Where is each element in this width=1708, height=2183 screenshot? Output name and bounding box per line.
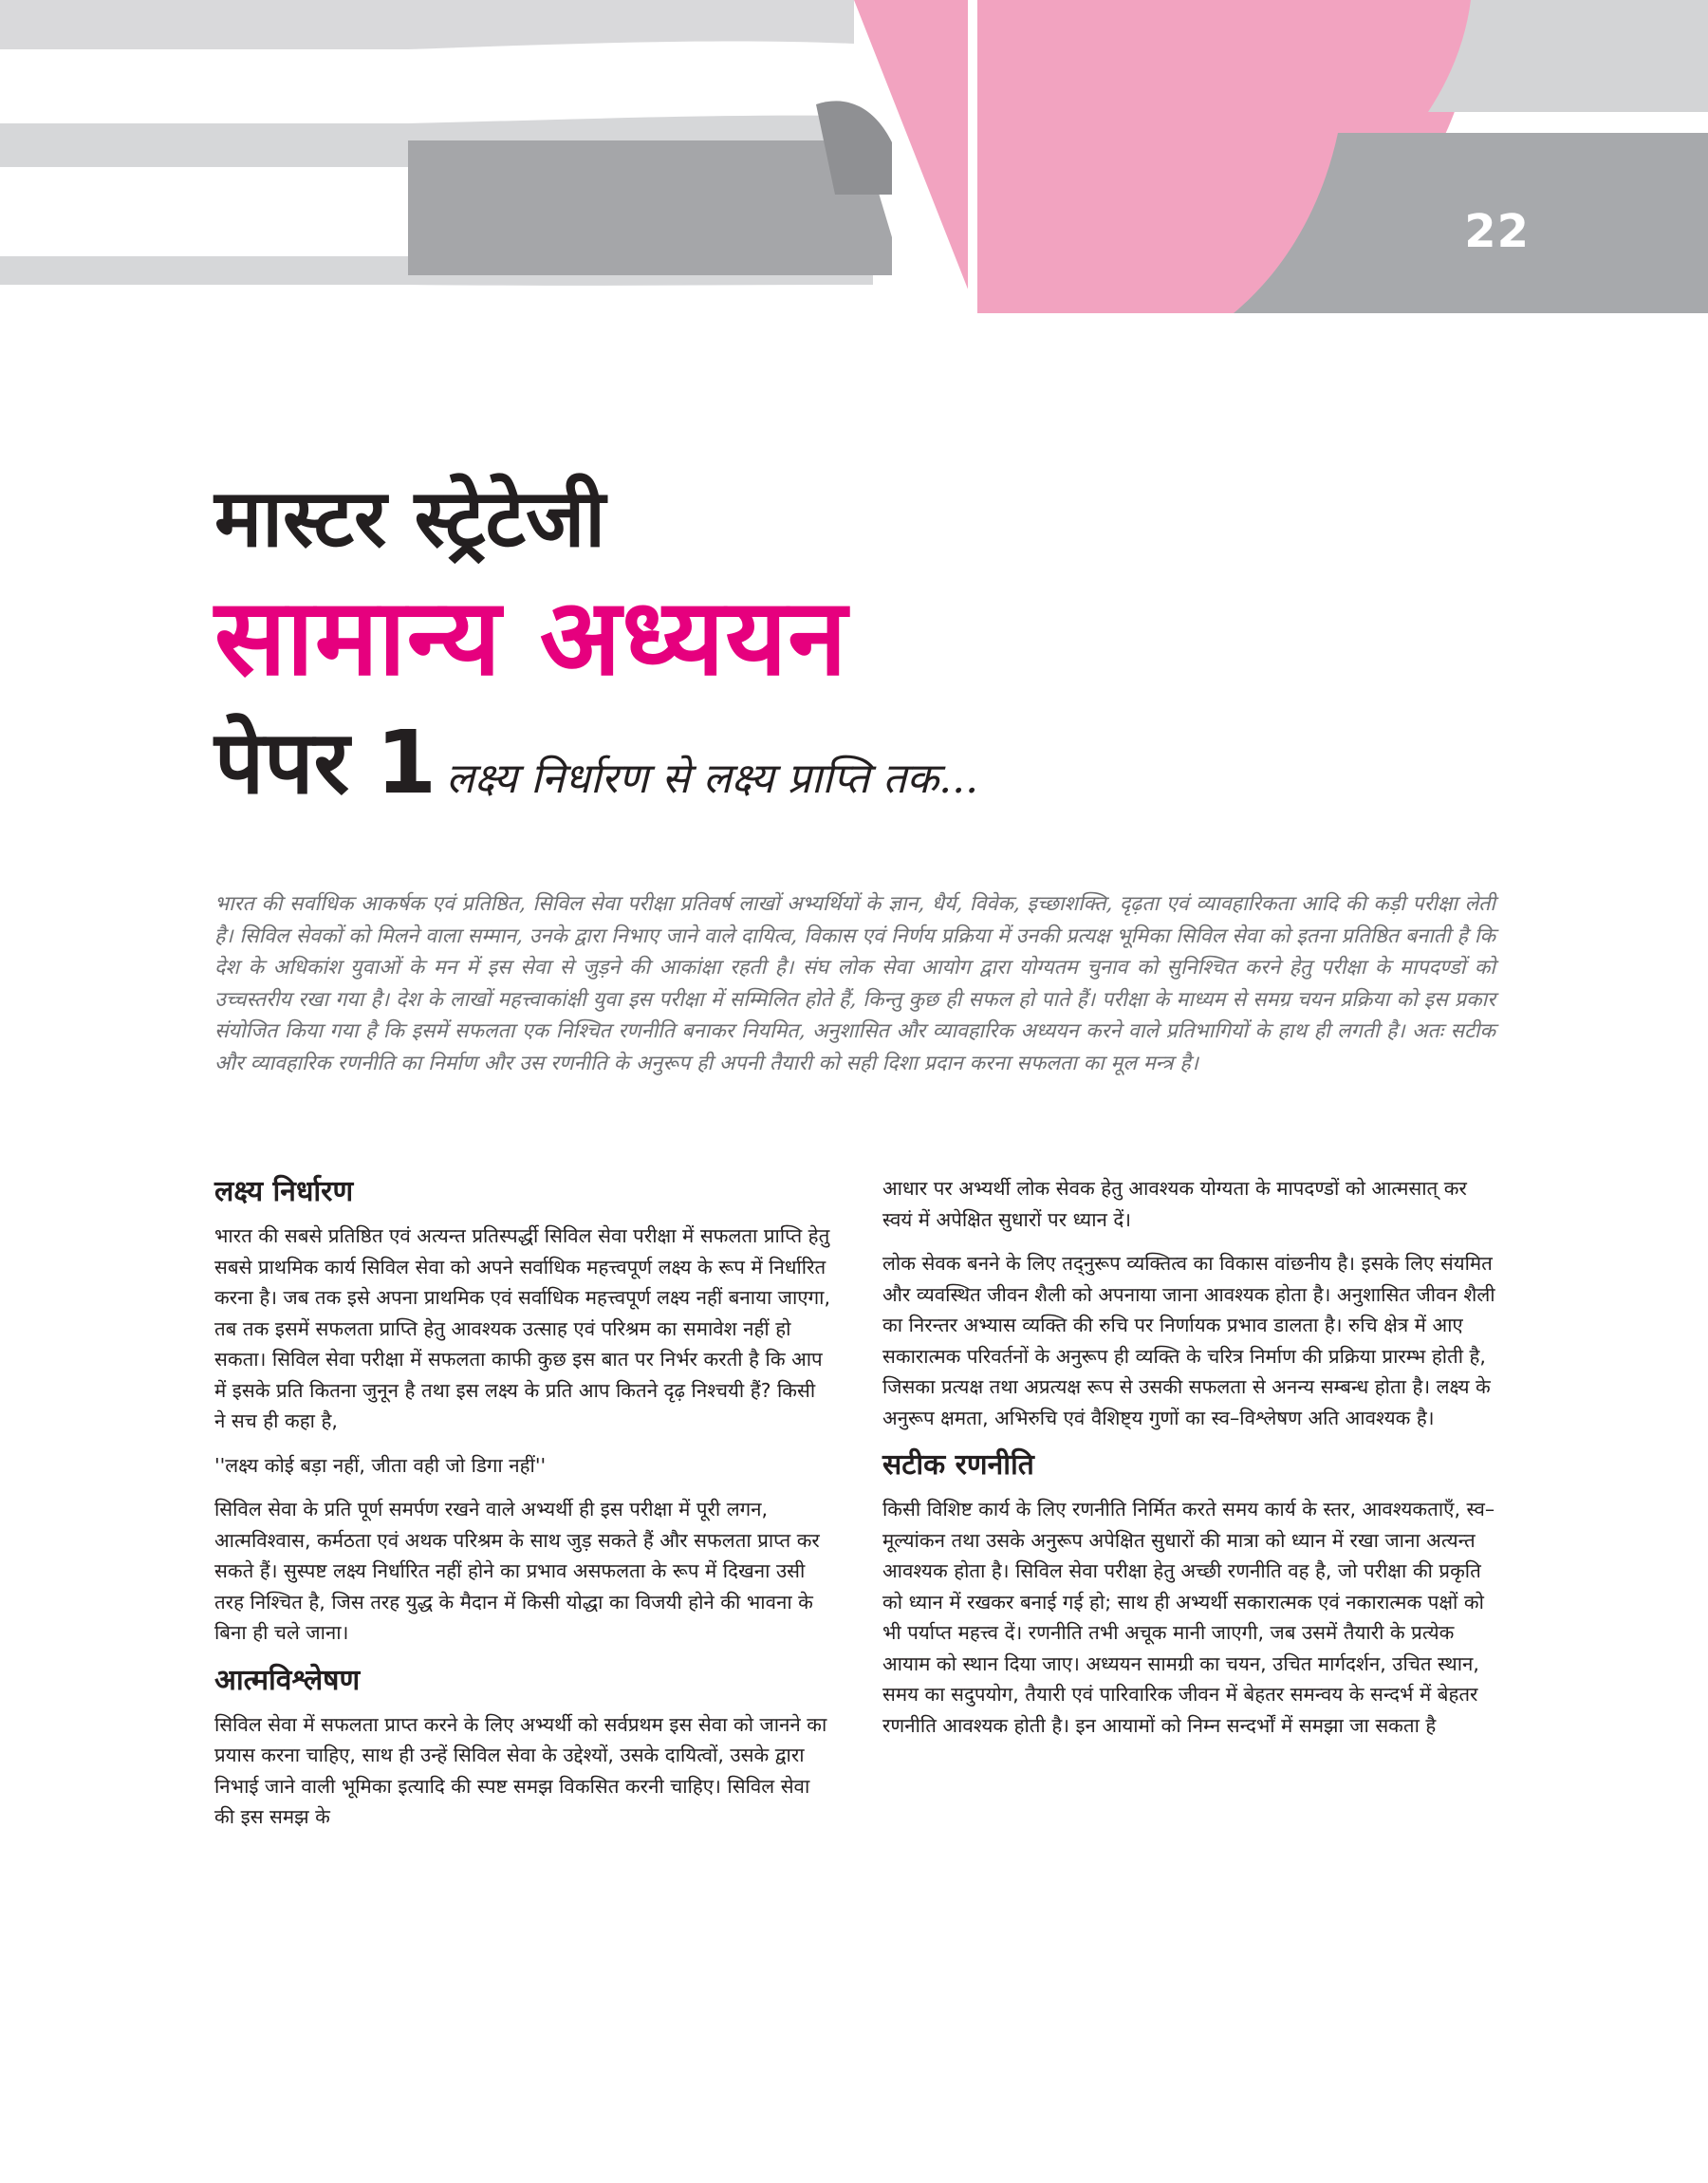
page-number: 22 bbox=[1464, 205, 1530, 258]
title-block bbox=[214, 465, 1543, 822]
title-general-studies: सामान्य अध्ययन bbox=[214, 576, 848, 700]
right-column bbox=[882, 1173, 1499, 1754]
quote: ''लक्ष्य कोई बड़ा नहीं, जीता वही जो डिगा नहीं'' bbox=[214, 1453, 547, 1477]
body-paragraph: लोक सेवक बनने के लिए तद्नुरूप व्यक्तित्व का विकास वांछनीय है। इसके लिए संयमित और व्यवस्थित जीवन शैली को अपनाया जाना आवश्यक होता है। अनुशासित जीवन शैली का निरन्तर अभ्यास व्यक्ति की रुचि पर निर्णायक प्रभाव डालता है। रुचि क्षेत्र में आए सकारात्मक परिवर्तनों के अनुरूप ही व्यक्ति के चरित्र निर्माण की प्रक्रिया प्रारम्भ होती है, जिसका प्रत्यक्ष तथा अप्रत्यक्ष रूप से उसकी सफलता से अनन्य सम्बन्ध होता है। लक्ष्य के अनुरूप क्षमता, अभिरुचि एवं वैशिष्ट्य गुणों का स्व–विश्लेषण अति आवश्यक है। bbox=[882, 1252, 1495, 1429]
section-heading-strategy: सटीक रणनीति bbox=[882, 1448, 1034, 1482]
section-heading-self-analysis: आत्मविश्लेषण bbox=[214, 1663, 361, 1697]
left-column bbox=[214, 1173, 831, 1846]
body-paragraph: भारत की सबसे प्रतिष्ठित एवं अत्यन्त प्रतिस्पर्द्धी सिविल सेवा परीक्षा में सफलता प्राप्ति हेतु सबसे प्राथमिक कार्य सिविल सेवा को अपने सर्वाधिक महत्त्वपूर्ण लक्ष्य के रूप में निर्धारित करना है। जब तक इसे अपना प्राथमिक एवं सर्वाधिक महत्त्वपूर्ण लक्ष्य नहीं बनाया जाएगा, तब तक इसमें सफलता प्राप्ति हेतु आवश्यक उत्साह एवं परिश्रम का समावेश नहीं हो सकता। सिविल सेवा परीक्षा में सफलता काफी कुछ इस बात पर निर्भर करती है कि आप में इसके प्रति कितना जुनून है तथा इस लक्ष्य के प्रति आप कितने दृढ़ निश्चयी हैं? किसी ने सच ही कहा है, bbox=[214, 1224, 831, 1432]
title-master-strategy: मास्टर स्ट्रेटेजी bbox=[214, 471, 606, 565]
banner-graphic bbox=[0, 0, 1708, 313]
title-paper-line bbox=[214, 704, 1543, 822]
subtitle: लक्ष्य निर्धारण से लक्ष्य प्राप्ति तक... bbox=[446, 755, 979, 803]
paper-word: पेपर bbox=[214, 712, 350, 813]
intro-paragraph: भारत की सर्वाधिक आकर्षक एवं प्रतिष्ठित, सिविल सेवा परीक्षा प्रतिवर्ष लाखों अभ्यर्थियों के ज्ञान, धैर्य, विवेक, इच्छाशक्ति, दृढ़ता एवं व्यावहारिकता आदि की कड़ी परीक्षा लेती है। सिविल सेवकों को मिलने वाला सम्मान, उनके द्वारा निभाए जाने वाले दायित्व, विकास एवं निर्णय प्रक्रिया में उनकी प्रत्यक्ष भूमिका सिविल सेवा को इतना प्रतिष्ठित बनाती है कि देश के अधिकांश युवाओं के मन में इस सेवा से जुड़ने की आकांक्षा रहती है। संघ लोक सेवा आयोग द्वारा योग्यतम चुनाव को सुनिश्चित करने हेतु परीक्षा के मापदण्डों को उच्चस्तरीय रखा गया है। देश के लाखों महत्त्वाकांक्षी युवा इस परीक्षा में सम्मिलित होते हैं, किन्तु कुछ ही सफल हो पाते हैं। परीक्षा के माध्यम से समग्र चयन प्रक्रिया को इस प्रकार संयोजित किया गया है कि इसमें सफलता एक निश्चित रणनीति बनाकर नियमित, अनुशासित और व्यावहारिक अध्ययन करने वाले प्रतिभागियों के हाथ ही लगती है। अतः सटीक और व्यावहारिक रणनीति का निर्माण और उस रणनीति के अनुरूप ही अपनी तैयारी को सही दिशा प्रदान करना सफलता का मूल मन्त्र है। bbox=[214, 892, 1495, 1075]
paper-number: 1 bbox=[376, 712, 437, 813]
section-heading-goal-setting: लक्ष्य निर्धारण bbox=[214, 1175, 354, 1208]
body-paragraph: सिविल सेवा के प्रति पूर्ण समर्पण रखने वाले अभ्यर्थी ही इस परीक्षा में पूरी लगन, आत्मविश्वास, कर्मठता एवं अथक परिश्रम के साथ जुड़ सकते हैं और सफलता प्राप्त कर सकते हैं। सुस्पष्ट लक्ष्य निर्धारित नहीं होने का प्रभाव असफलता के रूप में दिखना उसी तरह निश्चित है, जिस तरह युद्ध के मैदान में किसी योद्धा का विजयी होने की भावना के बिना ही चले जाना। bbox=[214, 1498, 820, 1644]
body-paragraph: किसी विशिष्ट कार्य के लिए रणनीति निर्मित करते समय कार्य के स्तर, आवश्यकताएँ, स्व–मूल्यांकन तथा उसके अनुरूप अपेक्षित सुधारों की मात्रा को ध्यान में रखा जाना अत्यन्त आवश्यक होता है। सिविल सेवा परीक्षा हेतु अच्छी रणनीति वह है, जो परीक्षा की प्रकृति को ध्यान में रखकर बनाई गई हो; साथ ही अभ्यर्थी सकारात्मक एवं नकारात्मक पक्षों को भी पर्याप्त महत्त्व दें। रणनीति तभी अचूक मानी जाएगी, जब उसमें तैयारी के प्रत्येक आयाम को स्थान दिया जाए। अध्ययन सामग्री का चयन, उचित मार्गदर्शन, उचित स्थान, समय का सदुपयोग, तैयारी एवं पारिवारिक जीवन में बेहतर समन्वय के सन्दर्भ में बेहतर रणनीति आवश्यक होती है। इन आयामों को निम्न सन्दर्भों में समझा जा सकता है bbox=[882, 1498, 1495, 1737]
decorative-header-banner bbox=[0, 0, 1708, 313]
body-paragraph: आधार पर अभ्यर्थी लोक सेवक हेतु आवश्यक योग्यता के मापदण्डों को आत्मसात् कर स्वयं में अपेक्षित सुधारों पर ध्यान दें। bbox=[882, 1177, 1467, 1231]
body-paragraph: सिविल सेवा में सफलता प्राप्त करने के लिए अभ्यर्थी को सर्वप्रथम इस सेवा को जानने का प्रयास करना चाहिए, साथ ही उन्हें सिविल सेवा के उद्देश्यों, उसके दायित्वों, उसके द्वारा निभाई जाने वाली भूमिका इत्यादि की स्पष्ट समझ विकसित करनी चाहिए। सिविल सेवा की इस समझ के bbox=[214, 1712, 827, 1828]
